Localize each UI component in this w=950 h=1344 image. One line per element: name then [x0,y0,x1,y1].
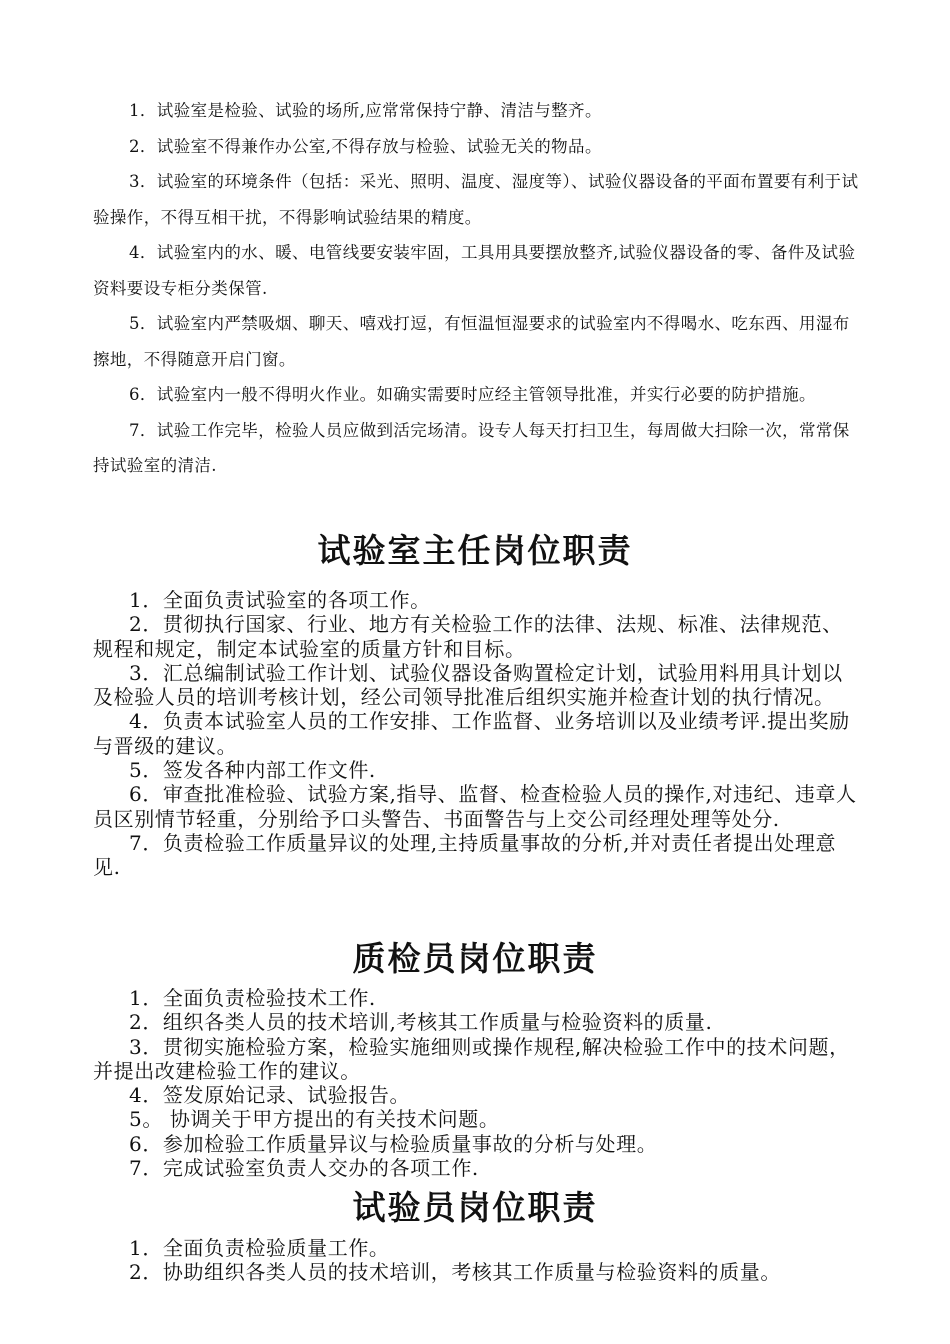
duty-item: 4．负责本试验室人员的工作安排、工作监督、业务培训以及业绩考评.提出奖励与晋级的建议。 [93,709,850,758]
rule-item: 3．试验室的环境条件（包括：采光、照明、温度、湿度等）、试验仪器设备的平面布置要有利于试验操作，不得互相干扰，不得影响试验结果的精度。 [93,172,859,227]
duty-item: 2．组织各类人员的技术培训,考核其工作质量与检验资料的质量. [129,1010,713,1035]
duty-item: 7．完成试验室负责人交办的各项工作. [129,1156,479,1181]
duty-item: 6．审查批准检验、试验方案,指导、监督、检查检验人员的操作,对违纪、违章人员区别情节轻重，分别给予口头警告、书面警告与上交公司经理处理等处分. [93,782,857,831]
inspector-duties-heading: 质检员岗位职责 [352,939,598,978]
duty-item: 4．签发原始记录、试验报告。 [129,1083,411,1108]
rule-item: 1．试验室是检验、试验的场所,应常常保持宁静、清洁与整齐。 [129,101,602,120]
duty-item: 3．贯彻实施检验方案，检验实施细则或操作规程,解决检验工作中的技术问题，并提出改建检验工作的建议。 [93,1034,850,1083]
rule-item: 4．试验室内的水、暖、电管线要安装牢固，工具用具要摆放整齐,试验仪器设备的零、备件及试验资料要设专柜分类保管. [93,243,856,298]
rule-item: 2．试验室不得兼作办公室,不得存放与检验、试验无关的物品。 [129,136,602,156]
duty-item: 5。 协调关于甲方提出的有关技术问题。 [129,1107,500,1132]
director-duties-heading: 试验室主任岗位职责 [317,531,633,570]
inspector-duties-list [93,986,861,1180]
tester-duties-heading: 试验员岗位职责 [352,1188,598,1227]
rule-item: 6．试验室内一般不得明火作业。如确实需要时应经主管领导批准，并实行必要的防护措施。 [129,385,816,404]
duty-item: 1．全面负责检验技术工作. [129,986,376,1010]
rule-item: 7．试验工作完毕，检验人员应做到活完场清。设专人每天打扫卫生，每周做大扫除一次，常常保持试验室的清洁. [93,420,850,475]
rule-item: 5．试验室内严禁吸烟、聊天、嘻戏打逗，有恒温恒湿要求的试验室内不得喝水、吃东西、用湿布擦地，不得随意开启门窗。 [93,314,850,369]
duty-item: 1．全面负责试验室的各项工作。 [129,588,431,612]
duty-item: 2．贯彻执行国家、行业、地方有关检验工作的法律、法规、标准、法律规范、规程和规定，制定本试验室的质量方针和目标。 [93,612,843,661]
tester-duties-list [93,1236,861,1285]
lab-rules [93,93,859,484]
duty-item: 1．全面负责检验质量工作。 [129,1236,390,1260]
duty-item: 2．协助组织各类人员的技术培训，考核其工作质量与检验资料的质量。 [129,1260,781,1285]
duty-item: 5．签发各种内部工作文件. [129,758,376,783]
duty-item: 6．参加检验工作质量异议与检验质量事故的分析与处理。 [129,1131,658,1156]
duty-item: 7．负责检验工作质量异议的处理,主持质量事故的分析,并对责任者提出处理意见. [93,830,837,880]
director-duties-list [93,588,861,880]
duty-item: 3．汇总编制试验工作计划、试验仪器设备购置检定计划，试验用料用具计划以及检验人员的培训考核计划，经公司领导批准后组织实施并检查计划的执行情况。 [93,660,843,710]
